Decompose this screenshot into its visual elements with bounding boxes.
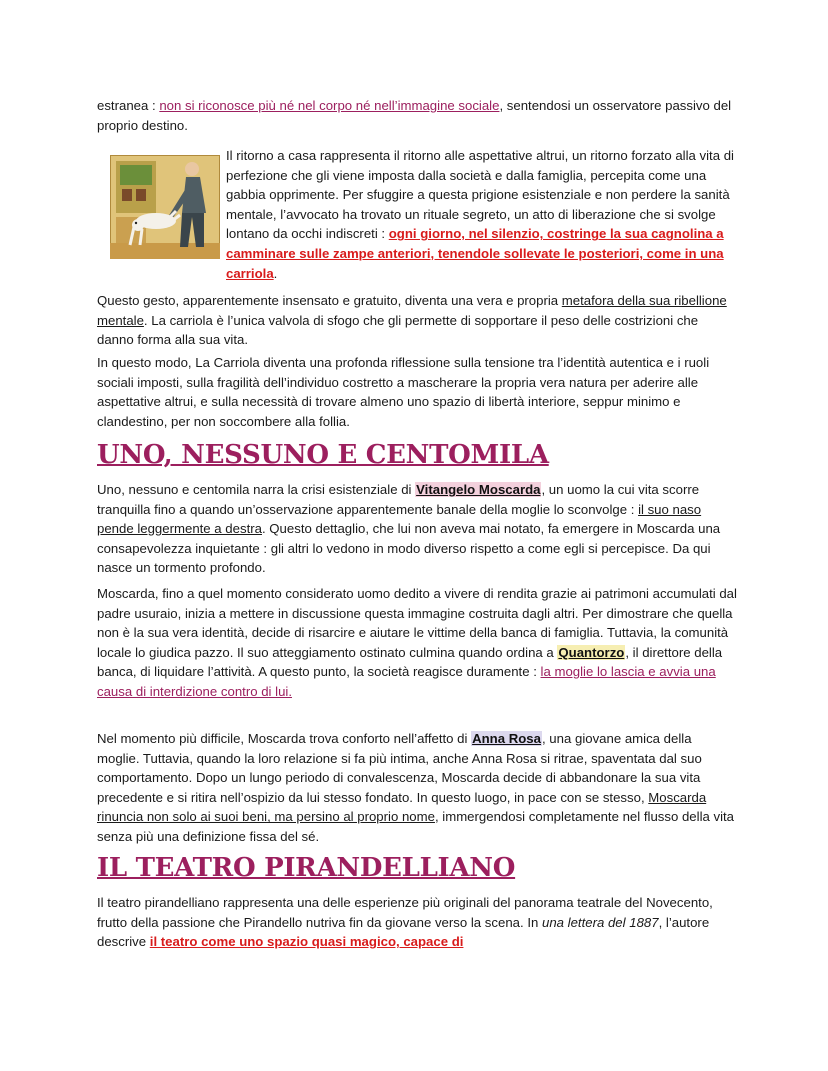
s2p1-italic: una lettera del 1887 — [541, 914, 659, 930]
intro-paragraph — [97, 96, 737, 135]
s1p2-link-text: la moglie lo lascia e avvia una causa di interdizione contro di lui. — [97, 664, 716, 699]
section1-paragraph-2 — [97, 584, 737, 702]
figure-paragraph — [226, 146, 738, 283]
intro-text-end: , sentendosi un osservatore passivo del proprio destino. — [97, 98, 732, 133]
s1p2-text-a: Moscarda, fino a quel momento considerato uomo dedito a vivere di rendita grazie ai patrimoni accumulati dal padre usuraio, inizia a mettere in discussione questa immagine costruita dagli altri. Per dimostrare che quella non è la sua vera identità, decide di risarcire e aiutare le vittime della banca di famiglia. Tuttavia, la comunità locale lo giudica pazzo. Il suo atteggiamento ostinato culmina quando ordina a — [97, 586, 737, 660]
figure-paragraph-text: Il ritorno a casa rappresenta il ritorno alle aspettative altrui, un ritorno forzato alla vita di perfezione che gli viene imposta dalla società e dalla famiglia, percepita come una gabbia opprimente. Per sfuggire a questa prigione esistenziale e non perdere la sanità mentale, l’avvocato ha trovato un rituale segreto, un atto di liberazione che si svolge lontano da occhi indiscreti : — [226, 148, 734, 242]
s1p3-text-a: Nel momento più difficile, Moscarda trova conforto nell’affetto di — [97, 731, 472, 746]
figure-paragraph-red-text: ogni giorno, nel silenzio, costringe la sua cagnolina a camminare sulle zampe anteriori, tenendole sollevate le posteriori, come in una carriola — [226, 226, 724, 281]
conclusion-paragraph: In questo modo, La Carriola diventa una profonda riflessione sulla tensione tra l’identità autentica e i ruoli sociali imposti, sulla fragilità dell’individuo costretto a mascherare la propria vera natura per aderire alle aspettative altrui, e sulla necessità di trovare almeno uno spazio di libertà interiore, seppur minimo e clandestino, per non soccombere alla follia. — [97, 355, 710, 429]
s1p3-text-b: , una giovane amica della moglie. Tuttavia, quando la loro relazione si fa più intima, anche Anna Rosa si ritrae, spaventata dal suo comportamento. Dopo un lungo periodo di convalescenza, Moscarda decide di abbandonare la sua vita precedente e si ritira nell’ospizio da lui stesso fondato. In questo luogo, in pace con se stesso, — [97, 731, 702, 805]
gesture-text-end: . La carriola è l’unica valvola di sfogo che gli permette di sopportare il peso delle costrizioni che danno forma alla sua vita. — [97, 312, 699, 348]
section1-paragraph-1 — [97, 480, 737, 578]
name-anna-rosa: Anna Rosa — [472, 731, 541, 746]
name-quantorzo: Quantorzo — [558, 644, 625, 660]
dog-wheelbarrow-illustration — [110, 155, 220, 259]
intro-text: estranea : — [97, 98, 160, 113]
section-heading-teatro: IL TEATRO PIRANDELLIANO — [97, 853, 516, 883]
figure-paragraph-end: . — [273, 265, 278, 281]
section1-paragraph-3 — [97, 729, 737, 847]
gesture-underlined: metafora della sua ribellione mentale — [97, 293, 727, 328]
s1p3-underlined: Moscarda rinuncia non solo ai suoi beni, ma persino al proprio nome — [97, 789, 707, 825]
section2-paragraph-1 — [97, 893, 737, 952]
s1p3-text-c: , immergendosi completamente nel flusso della vita senza più una definizione fissa del sé. — [97, 809, 735, 844]
s1p1-underlined: il suo naso pende leggermente a destra — [97, 501, 702, 537]
gesture-paragraph — [97, 291, 737, 350]
s2p1-text-a: Il teatro pirandelliano rappresenta una delle esperienze più originali del panorama teatrale del Novecento, frutto della passione che Pirandello nutriva fin da giovane verso la scena. In — [97, 895, 713, 930]
section-heading-uno-nessuno: UNO, NESSUNO E CENTOMILA — [97, 440, 549, 470]
s1p1-text-b: , un uomo la cui vita scorre tranquilla fino a quando un’osservazione apparentemente banale della moglie lo sconvolge : — [97, 482, 700, 517]
s1p2-text-b: , il direttore della banca, di liquidare l’attività. A questo punto, la società reagisce duramente : — [97, 644, 723, 680]
gesture-text: Questo gesto, apparentemente insensato e gratuito, diventa una vera e propria — [97, 293, 562, 308]
s2p1-red-text: il teatro come uno spazio quasi magico, capace di — [149, 934, 464, 950]
s2p1-text-b: , l’autore descrive — [97, 914, 710, 950]
s1p1-text-a: Uno, nessuno e centomila narra la crisi esistenziale di — [97, 482, 416, 497]
name-vitangelo-moscarda: Vitangelo Moscarda — [416, 482, 541, 497]
s1p1-text-c: . Questo dettaglio, che lui non aveva mai notato, fa emergere in Moscarda una consapevolezza inquietante : gli altri lo vedono in modo diverso rispetto a come egli si percepisce. Da qui nasce un tormento profondo. — [97, 521, 721, 576]
intro-link-text: non si riconosce più né nel corpo né nell’immagine sociale — [159, 98, 500, 113]
